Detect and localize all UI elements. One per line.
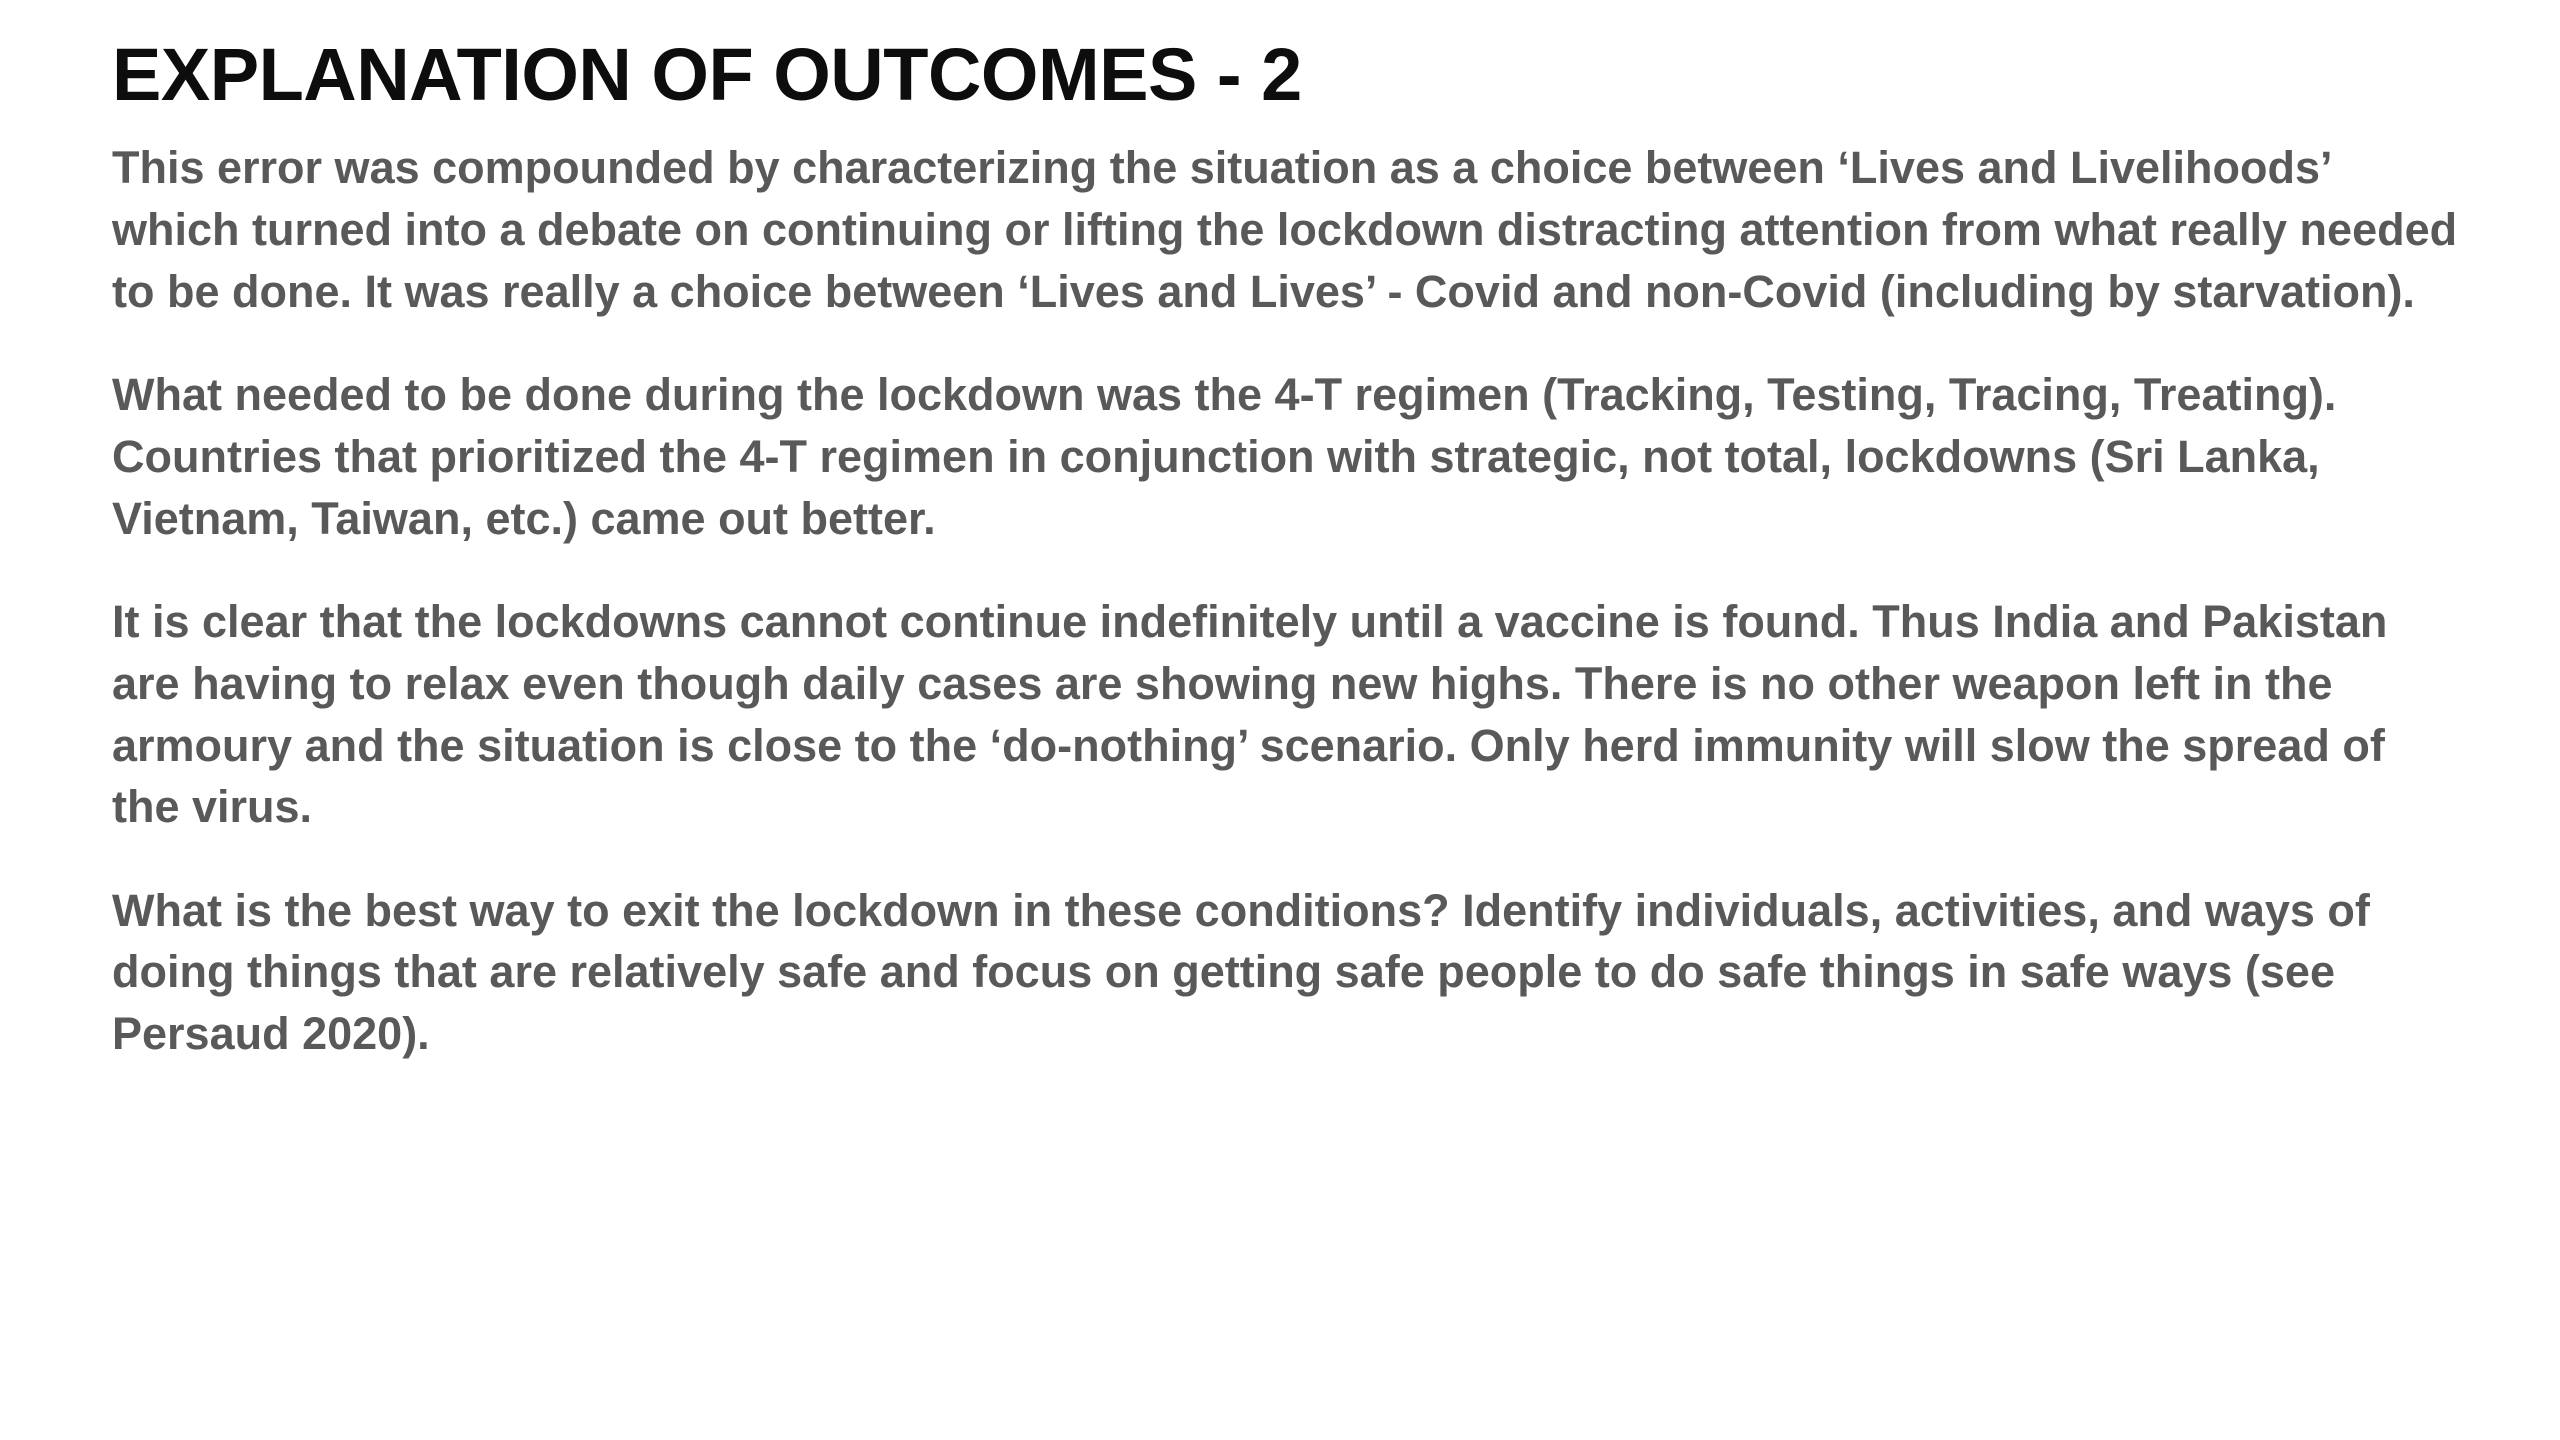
paragraph-block-2 [112, 364, 2460, 549]
body-paragraph: What needed to be done during the lockdown was the 4-T regimen (Tracking, Testing, Tracing, Treating). Countries that prioritized the 4-T regimen in conjunction with strategic, not total, lockdowns (Sri Lanka, Vietnam, Taiwan, etc.) came out better. [112, 369, 2337, 544]
body-paragraph: This error was compounded by characterizing the situation as a choice between ‘Lives and Livelihoods’ which turned into a debate on continuing or lifting the lockdown distracting attention from what really needed to be done. It was really a choice between ‘Lives and Lives’ - Covid and non-Covid (including by starvation). [112, 142, 2458, 317]
body-paragraph: What is the best way to exit the lockdown in these conditions? Identify individuals, activities, and ways of doing things that are relatively safe and focus on getting safe people to do safe things in safe ways (see Persaud 2020). [112, 884, 2370, 1060]
page-title: EXPLANATION OF OUTCOMES - 2 [112, 33, 1302, 116]
body-paragraph: It is clear that the lockdowns cannot continue indefinitely until a vaccine is found. Thus India and Pakistan are having to relax even though daily cases are showing new highs. There is no other weapon left in the armoury and the situation is close to the ‘do-nothing’ scenario. Only herd immunity will slow the spread of the virus. [112, 596, 2388, 833]
paragraph-block-1 [112, 137, 2460, 322]
paragraph-block-3 [112, 591, 2460, 838]
paragraph-block-4 [112, 880, 2460, 1065]
